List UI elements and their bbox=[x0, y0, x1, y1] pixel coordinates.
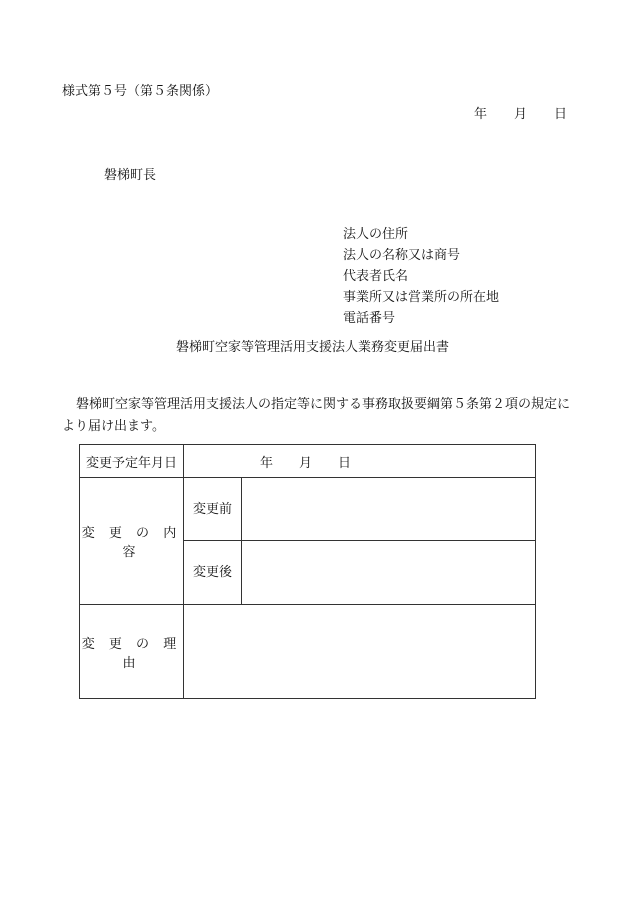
form-number: 様式第５号（第５条関係） bbox=[62, 84, 219, 99]
addressee: 磐梯町長 bbox=[104, 168, 157, 183]
date-month: 月 bbox=[514, 107, 528, 122]
table-row-before bbox=[80, 478, 536, 541]
after-change-field[interactable] bbox=[242, 541, 536, 605]
corporate-address-label: 法人の住所 bbox=[343, 227, 409, 242]
corporate-name-label: 法人の名称又は商号 bbox=[343, 248, 461, 263]
table-date-day: 日 bbox=[338, 455, 352, 471]
table-row-date bbox=[80, 445, 536, 478]
representative-name-label: 代表者氏名 bbox=[343, 269, 409, 284]
date-year: 年 bbox=[474, 107, 488, 122]
change-reason-label: 変 更 の 理 由 bbox=[80, 605, 184, 699]
before-change-label: 変更前 bbox=[184, 478, 242, 541]
before-change-field[interactable] bbox=[242, 478, 536, 541]
change-content-label: 変 更 の 内 容 bbox=[80, 478, 184, 605]
table-date-year: 年 bbox=[260, 455, 274, 471]
submission-date bbox=[474, 103, 567, 122]
change-reason-field[interactable] bbox=[184, 605, 536, 699]
table-row-reason bbox=[80, 605, 536, 699]
scheduled-date-label: 変更予定年月日 bbox=[80, 445, 184, 478]
body-text: 磐梯町空家等管理活用支援法人の指定等に関する事務取扱要綱第５条第２項の規定により届け出ます。 bbox=[62, 397, 571, 434]
table-date-month: 月 bbox=[299, 455, 313, 471]
after-change-label: 変更後 bbox=[184, 541, 242, 605]
change-table bbox=[79, 444, 536, 699]
office-location-label: 事業所又は営業所の所在地 bbox=[343, 290, 500, 305]
phone-number-label: 電話番号 bbox=[343, 311, 396, 326]
date-day: 日 bbox=[554, 107, 568, 122]
document-title: 磐梯町空家等管理活用支援法人業務変更届出書 bbox=[176, 340, 450, 355]
scheduled-date-cell[interactable] bbox=[184, 445, 536, 478]
applicant-block bbox=[343, 224, 499, 329]
